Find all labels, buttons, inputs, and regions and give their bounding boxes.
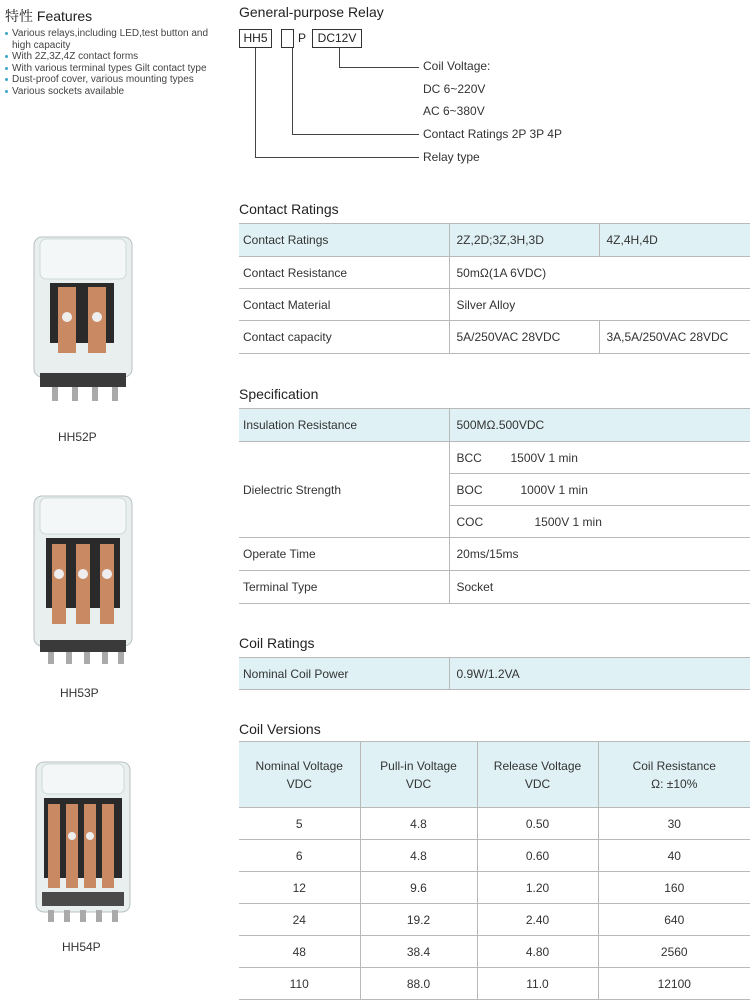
row-label: Contact Material bbox=[239, 289, 449, 321]
cell: 38.4 bbox=[360, 936, 477, 968]
header-line: Nominal Voltage bbox=[255, 758, 343, 773]
dielectric-value: 1500V 1 min bbox=[510, 450, 578, 465]
table-row bbox=[239, 968, 750, 1000]
diagram-line bbox=[292, 134, 419, 135]
row-value: 50mΩ(1A 6VDC) bbox=[449, 257, 750, 289]
cell: 0.50 bbox=[477, 808, 598, 840]
product-label: HH52P bbox=[58, 430, 97, 444]
table-row bbox=[239, 872, 750, 904]
coil-ratings-table bbox=[239, 657, 750, 690]
cell: 2.40 bbox=[477, 904, 598, 936]
row-label: Contact Ratings bbox=[239, 224, 449, 257]
table-row bbox=[239, 442, 750, 474]
row-value: 500MΩ.500VDC bbox=[449, 409, 750, 442]
product-hh54p bbox=[28, 758, 138, 958]
table-row bbox=[239, 936, 750, 968]
diagram-line bbox=[255, 48, 256, 158]
coil-ratings-title: Coil Ratings bbox=[239, 635, 315, 651]
dielectric-value: 1500V 1 min bbox=[534, 514, 602, 529]
row-value: 20ms/15ms bbox=[449, 538, 750, 571]
cell: 4.80 bbox=[477, 936, 598, 968]
dielectric-value: 1000V 1 min bbox=[520, 482, 588, 497]
coil-versions-table bbox=[239, 741, 750, 1000]
header-line: Ω: ±10% bbox=[651, 776, 698, 791]
feature-item: Various relays,including LED,test button and high capacity bbox=[5, 28, 225, 51]
cell: 48 bbox=[239, 936, 360, 968]
feature-item: Dust-proof cover, various mounting types bbox=[5, 74, 225, 86]
row-value: Silver Alloy bbox=[449, 289, 750, 321]
table-row bbox=[239, 658, 750, 690]
row-value: 3A,5A/250VAC 28VDC bbox=[599, 321, 750, 354]
row-value: 0.9W/1.2VA bbox=[449, 658, 750, 690]
dielectric-bcc bbox=[449, 442, 750, 474]
row-label: Terminal Type bbox=[239, 571, 449, 604]
row-value: Socket bbox=[449, 571, 750, 604]
relay-2pole-image bbox=[28, 225, 138, 415]
table-row bbox=[239, 571, 750, 604]
row-value: 5A/250VAC 28VDC bbox=[449, 321, 599, 354]
feature-item: With various terminal types Gilt contact type bbox=[5, 63, 225, 75]
cell: 640 bbox=[598, 904, 750, 936]
column-header bbox=[360, 742, 477, 808]
features-section bbox=[5, 6, 225, 97]
product-hh53p bbox=[28, 490, 138, 700]
table-row bbox=[239, 840, 750, 872]
product-label: HH53P bbox=[60, 686, 99, 700]
specification-title: Specification bbox=[239, 386, 319, 402]
cell: 88.0 bbox=[360, 968, 477, 1000]
table-row bbox=[239, 257, 750, 289]
column-header bbox=[477, 742, 598, 808]
feature-item: Various sockets available bbox=[5, 86, 225, 98]
row-label: Dielectric Strength bbox=[239, 442, 449, 538]
feature-item: With 2Z,3Z,4Z contact forms bbox=[5, 51, 225, 63]
table-row bbox=[239, 808, 750, 840]
diagram-line bbox=[255, 157, 419, 158]
row-value: 2Z,2D;3Z,3H,3D bbox=[449, 224, 599, 257]
row-label: Contact capacity bbox=[239, 321, 449, 354]
contact-ratings-table bbox=[239, 223, 750, 354]
header-line: VDC bbox=[524, 776, 551, 791]
cell: 6 bbox=[239, 840, 360, 872]
cell: 0.60 bbox=[477, 840, 598, 872]
diagram-line bbox=[339, 48, 340, 68]
dc-range: DC 6~220V bbox=[423, 82, 486, 96]
cell: 4.8 bbox=[360, 808, 477, 840]
features-list bbox=[5, 28, 225, 97]
product-hh52p bbox=[28, 225, 138, 444]
row-label: Insulation Resistance bbox=[239, 409, 449, 442]
row-value: 4Z,4H,4D bbox=[599, 224, 750, 257]
dielectric-name: BCC bbox=[456, 450, 482, 465]
relay-4pole-image bbox=[28, 758, 138, 938]
table-row bbox=[239, 289, 750, 321]
dielectric-boc bbox=[449, 474, 750, 506]
contact-ratings-note: Contact Ratings 2P 3P 4P bbox=[423, 127, 562, 141]
header-line: Coil Resistance bbox=[632, 758, 716, 773]
cell: 5 bbox=[239, 808, 360, 840]
relay-type-note: Relay type bbox=[423, 150, 480, 164]
general-title: General-purpose Relay bbox=[239, 4, 384, 20]
product-label: HH54P bbox=[62, 940, 101, 954]
relay-3pole-image bbox=[28, 490, 138, 680]
cell: 40 bbox=[598, 840, 750, 872]
column-header bbox=[239, 742, 360, 808]
features-title: 特性 Features bbox=[5, 8, 93, 24]
code-contact: P bbox=[298, 31, 307, 45]
header-line: Pull-in Voltage bbox=[380, 758, 457, 773]
code-relay-type: HH5 bbox=[239, 29, 272, 48]
cell: 30 bbox=[598, 808, 750, 840]
row-label: Operate Time bbox=[239, 538, 449, 571]
cell: 160 bbox=[598, 872, 750, 904]
column-header bbox=[598, 742, 750, 808]
header-line: Release Voltage bbox=[493, 758, 582, 773]
cell: 1.20 bbox=[477, 872, 598, 904]
ac-range: AC 6~380V bbox=[423, 104, 485, 118]
cell: 24 bbox=[239, 904, 360, 936]
cell: 4.8 bbox=[360, 840, 477, 872]
table-row bbox=[239, 409, 750, 442]
header-line: VDC bbox=[286, 776, 312, 791]
code-pole-box bbox=[281, 29, 294, 48]
diagram-line bbox=[292, 48, 293, 135]
table-row bbox=[239, 538, 750, 571]
cell: 12 bbox=[239, 872, 360, 904]
dielectric-name: COC bbox=[456, 514, 484, 529]
row-label: Contact Resistance bbox=[239, 257, 449, 289]
table-row bbox=[239, 224, 750, 257]
cell: 2560 bbox=[598, 936, 750, 968]
specification-table bbox=[239, 408, 750, 604]
contact-ratings-title: Contact Ratings bbox=[239, 201, 339, 217]
coil-voltage-label: Coil Voltage: bbox=[423, 59, 491, 73]
table-row bbox=[239, 904, 750, 936]
dielectric-coc bbox=[449, 506, 750, 538]
header-line: VDC bbox=[405, 776, 432, 791]
row-label: Nominal Coil Power bbox=[239, 658, 449, 690]
cell: 19.2 bbox=[360, 904, 477, 936]
cell: 11.0 bbox=[477, 968, 598, 1000]
table-row bbox=[239, 321, 750, 354]
code-voltage: DC12V bbox=[312, 29, 362, 48]
cell: 9.6 bbox=[360, 872, 477, 904]
dielectric-name: BOC bbox=[456, 482, 483, 497]
cell: 110 bbox=[239, 968, 360, 1000]
diagram-line bbox=[339, 67, 419, 68]
table-header-row bbox=[239, 742, 750, 808]
coil-versions-title: Coil Versions bbox=[239, 721, 321, 737]
cell: 12100 bbox=[598, 968, 750, 1000]
